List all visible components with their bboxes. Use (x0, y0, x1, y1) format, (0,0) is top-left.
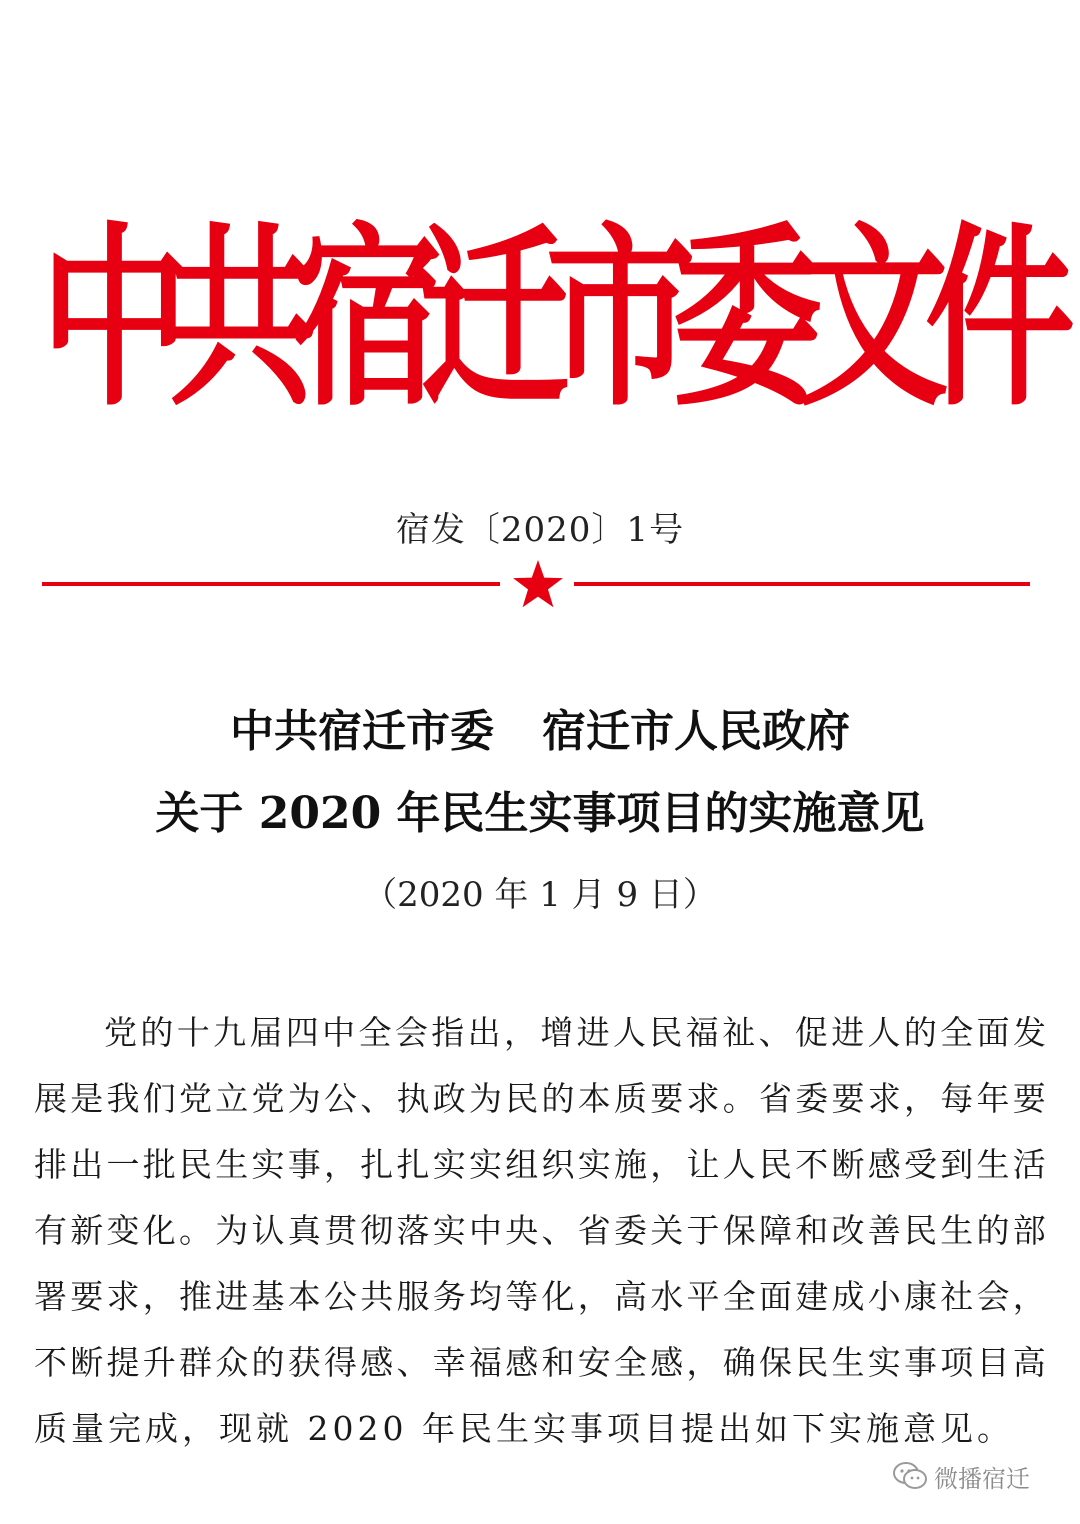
issuer-party: 中共宿迁市委 (230, 706, 494, 757)
masthead-char: 委 (672, 206, 823, 434)
document-date: （2020 年 1 月 9 日） (363, 875, 717, 915)
body-line: 党 的 十 九 届 四 中 全 会 指 出 ， 增 进 人 民 福 祉 、 促 进 人 的 全 面 发 (104, 1013, 1046, 1052)
masthead-title (40, 206, 1075, 434)
masthead-char: 共 (166, 206, 317, 434)
wechat-icon (892, 1461, 928, 1491)
body-line: 质量完成，现就 2020 年民生实事项目提出如下实施意见。 (34, 1409, 1014, 1448)
masthead-char: 迁 (419, 206, 570, 434)
body-line: 展 是 我 们 党 立 党 为 公 、 执 政 为 民 的 本 质 要 求 。 省 委 要 求 ， 每 年 要 (34, 1079, 1046, 1118)
masthead-char: 宿 (292, 206, 443, 434)
document-heading-line-2: 关于 2020 年民生实事项目的实施意见 (155, 788, 925, 839)
body-line: 不 断 提 升 群 众 的 获 得 感 、 幸 福 感 和 安 全 感 ， 确 保 民 生 实 事 项 目 高 (34, 1343, 1046, 1382)
masthead-char: 市 (545, 206, 696, 434)
masthead-char: 中 (40, 206, 191, 434)
document-number: 宿发〔2020〕1号 (395, 510, 685, 550)
watermark-text: 微播宿迁 (934, 1464, 1030, 1493)
divider-left (42, 582, 500, 586)
watermark (892, 1458, 1030, 1494)
body-line: 有 新 变 化 。 为 认 真 贯 彻 落 实 中 央 、 省 委 关 于 保 障 和 改 善 民 生 的 部 (34, 1211, 1046, 1250)
body-line: 排 出 一 批 民 生 实 事 ， 扎 扎 实 实 组 织 实 施 ， 让 人 民 不 断 感 受 到 生 活 (34, 1145, 1046, 1184)
divider-right (574, 582, 1030, 586)
issuer-government: 宿迁市人民政府 (542, 706, 850, 757)
star-icon (512, 559, 564, 609)
masthead-char: 文 (798, 206, 949, 434)
masthead-char: 件 (924, 206, 1075, 434)
body-line: 署 要 求 ， 推 进 基 本 公 共 服 务 均 等 化 ， 高 水 平 全 面 建 成 小 康 社 会 ， (34, 1277, 1046, 1316)
document-heading-line-1 (0, 702, 1080, 762)
